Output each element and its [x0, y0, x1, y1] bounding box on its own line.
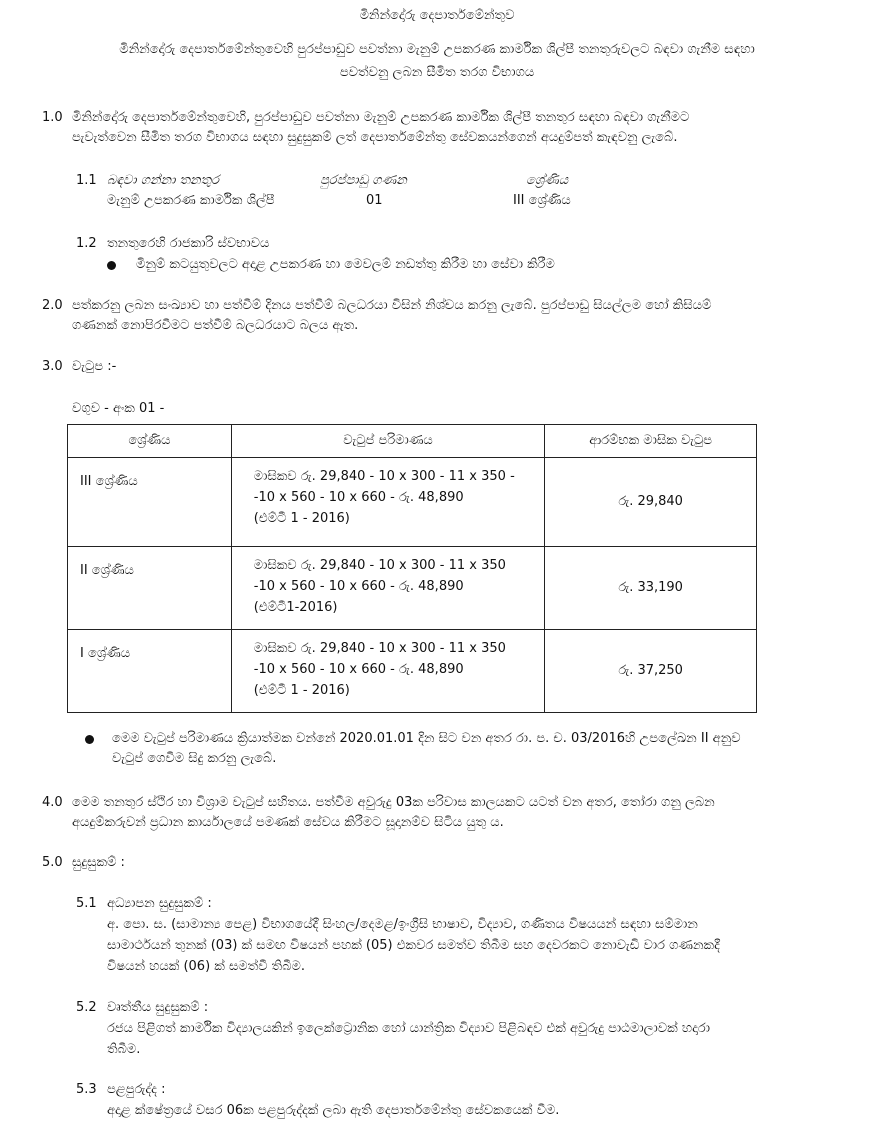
scale-line: මාසිකව රු. 29,840 - 10 x 300 - 11 x 350 -: [253, 469, 515, 484]
table-cell-scale: [231, 630, 545, 713]
document-title: මිනින්දෝරු දෙපාර්තමේන්තුව: [359, 8, 515, 23]
scale-line: -10 x 560 - 10 x 660 - රු. 48,890: [253, 490, 464, 505]
table-cell-grade: I ශ්‍රේණිය: [68, 630, 232, 713]
table-row: [68, 547, 757, 630]
experience-line-1: අදාළ ක්ෂේත්‍රයේ වසර 06ක පළපුරුද්දක් ලබා ඇති දෙපාර්තමේන්තු සේවකයෙක් වීම.: [107, 1103, 560, 1118]
section-5-1-number: 5.1: [76, 896, 97, 911]
vacancy-count-label: පුරප්පාඩු ගණන: [320, 173, 407, 188]
salary-table-caption: වගුව - අංක 01 -: [72, 401, 165, 416]
section-1-2-number: 1.2: [76, 236, 97, 251]
scale-line: මාසිකව රු. 29,840 - 10 x 300 - 11 x 350: [253, 641, 506, 656]
post-column-label: බඳවා ගන්නා තනතුර: [107, 173, 220, 188]
section-5-2-number: 5.2: [76, 1000, 97, 1015]
bullet-icon: [107, 261, 116, 270]
duty-item: මිනුම් කටයුතුවලට අදාළ උපකරණ හා මෙවලම් නඩත්තු කිරීම හා සේවා කිරීම: [136, 257, 555, 272]
table-header-scale: වැටුප් පරිමාණය: [231, 425, 545, 458]
section-3-number: 3.0: [42, 359, 63, 374]
section-1-1-number: 1.1: [76, 173, 97, 188]
table-header-start-salary: ආරම්භක මාසික වැටුප: [545, 425, 757, 458]
table-cell-scale: [231, 458, 545, 547]
table-cell-start-salary: රු. 29,840: [545, 458, 757, 547]
experience-label: පළපුරුද්ද :: [107, 1082, 166, 1097]
professional-line-1: රජය පිළිගත් කාර්මික විද්‍යාලයකින් ඉලෙක්ට්‍රොනික හෝ යාන්ත්‍රික විද්‍යාව පිළිබඳව එක් අවුරුදු පාඨමාලාවක් හදාරා: [107, 1021, 710, 1036]
section-4-number: 4.0: [42, 795, 63, 810]
section-5-number: 5.0: [42, 855, 63, 870]
table-cell-grade: II ශ්‍රේණිය: [68, 547, 232, 630]
section-2-line-1: පත්කරනු ලබන සංඛ්‍යාව හා පත්වීම් දිනය පත්වීම් බලධරයා විසින් නිශ්චය කරනු ලැබේ. පුරප්පාඩු සියල්ලම හෝ කිසියම්: [72, 298, 712, 313]
section-1-number: 1.0: [42, 110, 63, 125]
education-line-3: විෂයන් හයක් (06) ක් සමත්වී තිබීම.: [107, 959, 306, 974]
section-5-3-number: 5.3: [76, 1082, 97, 1097]
salary-note-line-2: වැටුප් ගෙවීම සිදු කරනු ලැබේ.: [112, 751, 277, 766]
scale-line: මාසිකව රු. 29,840 - 10 x 300 - 11 x 350: [253, 558, 506, 573]
table-header-grade: ශ්‍රේණිය: [68, 425, 232, 458]
table-header-row: [68, 425, 757, 458]
section-1-line-1: මිනින්දෝරු දෙපාර්තමේන්තුවෙහි, පුරප්පාඩුව පවත්නා මැනුම් උපකරණ කාර්මික ශිල්පී තනතුර සඳහා බඳවා ගැනීමට: [72, 110, 690, 125]
duties-label: තනතුරෙහි රාජකාරි ස්වභාවය: [107, 236, 270, 251]
vacancy-count: 01: [366, 193, 383, 208]
qualifications-label: සුදුසුකම් :: [72, 855, 125, 870]
table-row: [68, 458, 757, 547]
table-cell-start-salary: රු. 33,190: [545, 547, 757, 630]
education-label: අධ්‍යාපන සුදුසුකම් :: [107, 896, 212, 911]
education-line-2: සාමාර්ථයන් තුනක් (03) ක් සමඟ විෂයන් පහක් (05) එකවර සමත්ව තිබීම සහ දෙවරකට නොවැඩි වාර ගණනකදී: [107, 938, 720, 953]
professional-label: වෘත්තීය සුදුසුකම් :: [107, 1000, 209, 1015]
subtitle-line-1: මිනින්දෝරු දෙපාර්තමේන්තුවෙහි පුරප්පාඩුව පවත්නා මැනුම් උපකරණ කාර්මික ශිල්පී තනතුරුවලට බඳවා ගැනීම සඳහා: [119, 42, 755, 57]
table-row: [68, 630, 757, 713]
bullet-icon: [85, 735, 94, 744]
section-2-number: 2.0: [42, 298, 63, 313]
scale-line: (එම්ටී 1 - 2016): [253, 511, 350, 526]
section-4-line-1: මෙම තනතුර ස්ථිර හා විශ්‍රාම වැටුප් සහිතය. පත්වීම අවුරුදු 03ක පරිවාස කාලයකට යටත් වන අතර, තෝරා ගනු ලබන: [72, 795, 715, 810]
salary-label: වැටුප :-: [72, 359, 117, 374]
education-line-1: අ. පො. ස. (සාමාන්‍ය පෙළ) විභාගයේදී සිංහල/දෙමළ/ඉංග්‍රීසි භාෂාව, විද්‍යාව, ගණිතය විෂයයන් සඳහා සම්මාන: [107, 917, 698, 932]
section-2-line-2: ගණනක් නොපිරවීමට පත්වීම් බලධරයාට බලය ඇත.: [72, 318, 359, 333]
post-name: මැනුම් උපකරණ කාර්මික ශිල්පී: [107, 193, 275, 208]
scale-line: (එම්ටී 1 - 2016): [253, 683, 350, 698]
table-cell-grade: III ශ්‍රේණිය: [68, 458, 232, 547]
scale-line: -10 x 560 - 10 x 660 - රු. 48,890: [253, 579, 464, 594]
grade-column-label: ශ්‍රේණිය: [526, 173, 569, 188]
scale-line: (එම්ටී1-2016): [253, 600, 338, 615]
subtitle-line-2: පවත්වනු ලබන සීමිත තරග විභාගය: [339, 65, 535, 80]
professional-line-2: තිබීම.: [107, 1042, 141, 1057]
salary-table: [67, 424, 757, 713]
post-grade: III ශ්‍රේණිය: [513, 193, 571, 208]
table-cell-start-salary: රු. 37,250: [545, 630, 757, 713]
section-4-line-2: අයදුම්කරුවන් ප්‍රධාන කාර්යාලයේ පමණක් සේවය කිරීමට සූදානම්ව සිටිය යුතු ය.: [72, 815, 504, 830]
table-cell-scale: [231, 547, 545, 630]
section-1-line-2: පැවැත්වෙන සීමිත තරග විභාගය සඳහා සුදුසුකම් ලත් දෙපාර්තමේන්තු සේවකයන්ගෙන් අයදුම්පත් කැඳවනු ලැබේ.: [72, 130, 678, 145]
scale-line: -10 x 560 - 10 x 660 - රු. 48,890: [253, 662, 464, 677]
salary-note-line-1: මෙම වැටුප් පරිමාණය ක්‍රියාත්මක වන්නේ 2020.01.01 දින සිට වන අතර රා. ප. ච. 03/2016හි උපලේඛන II අනුව: [112, 731, 741, 746]
